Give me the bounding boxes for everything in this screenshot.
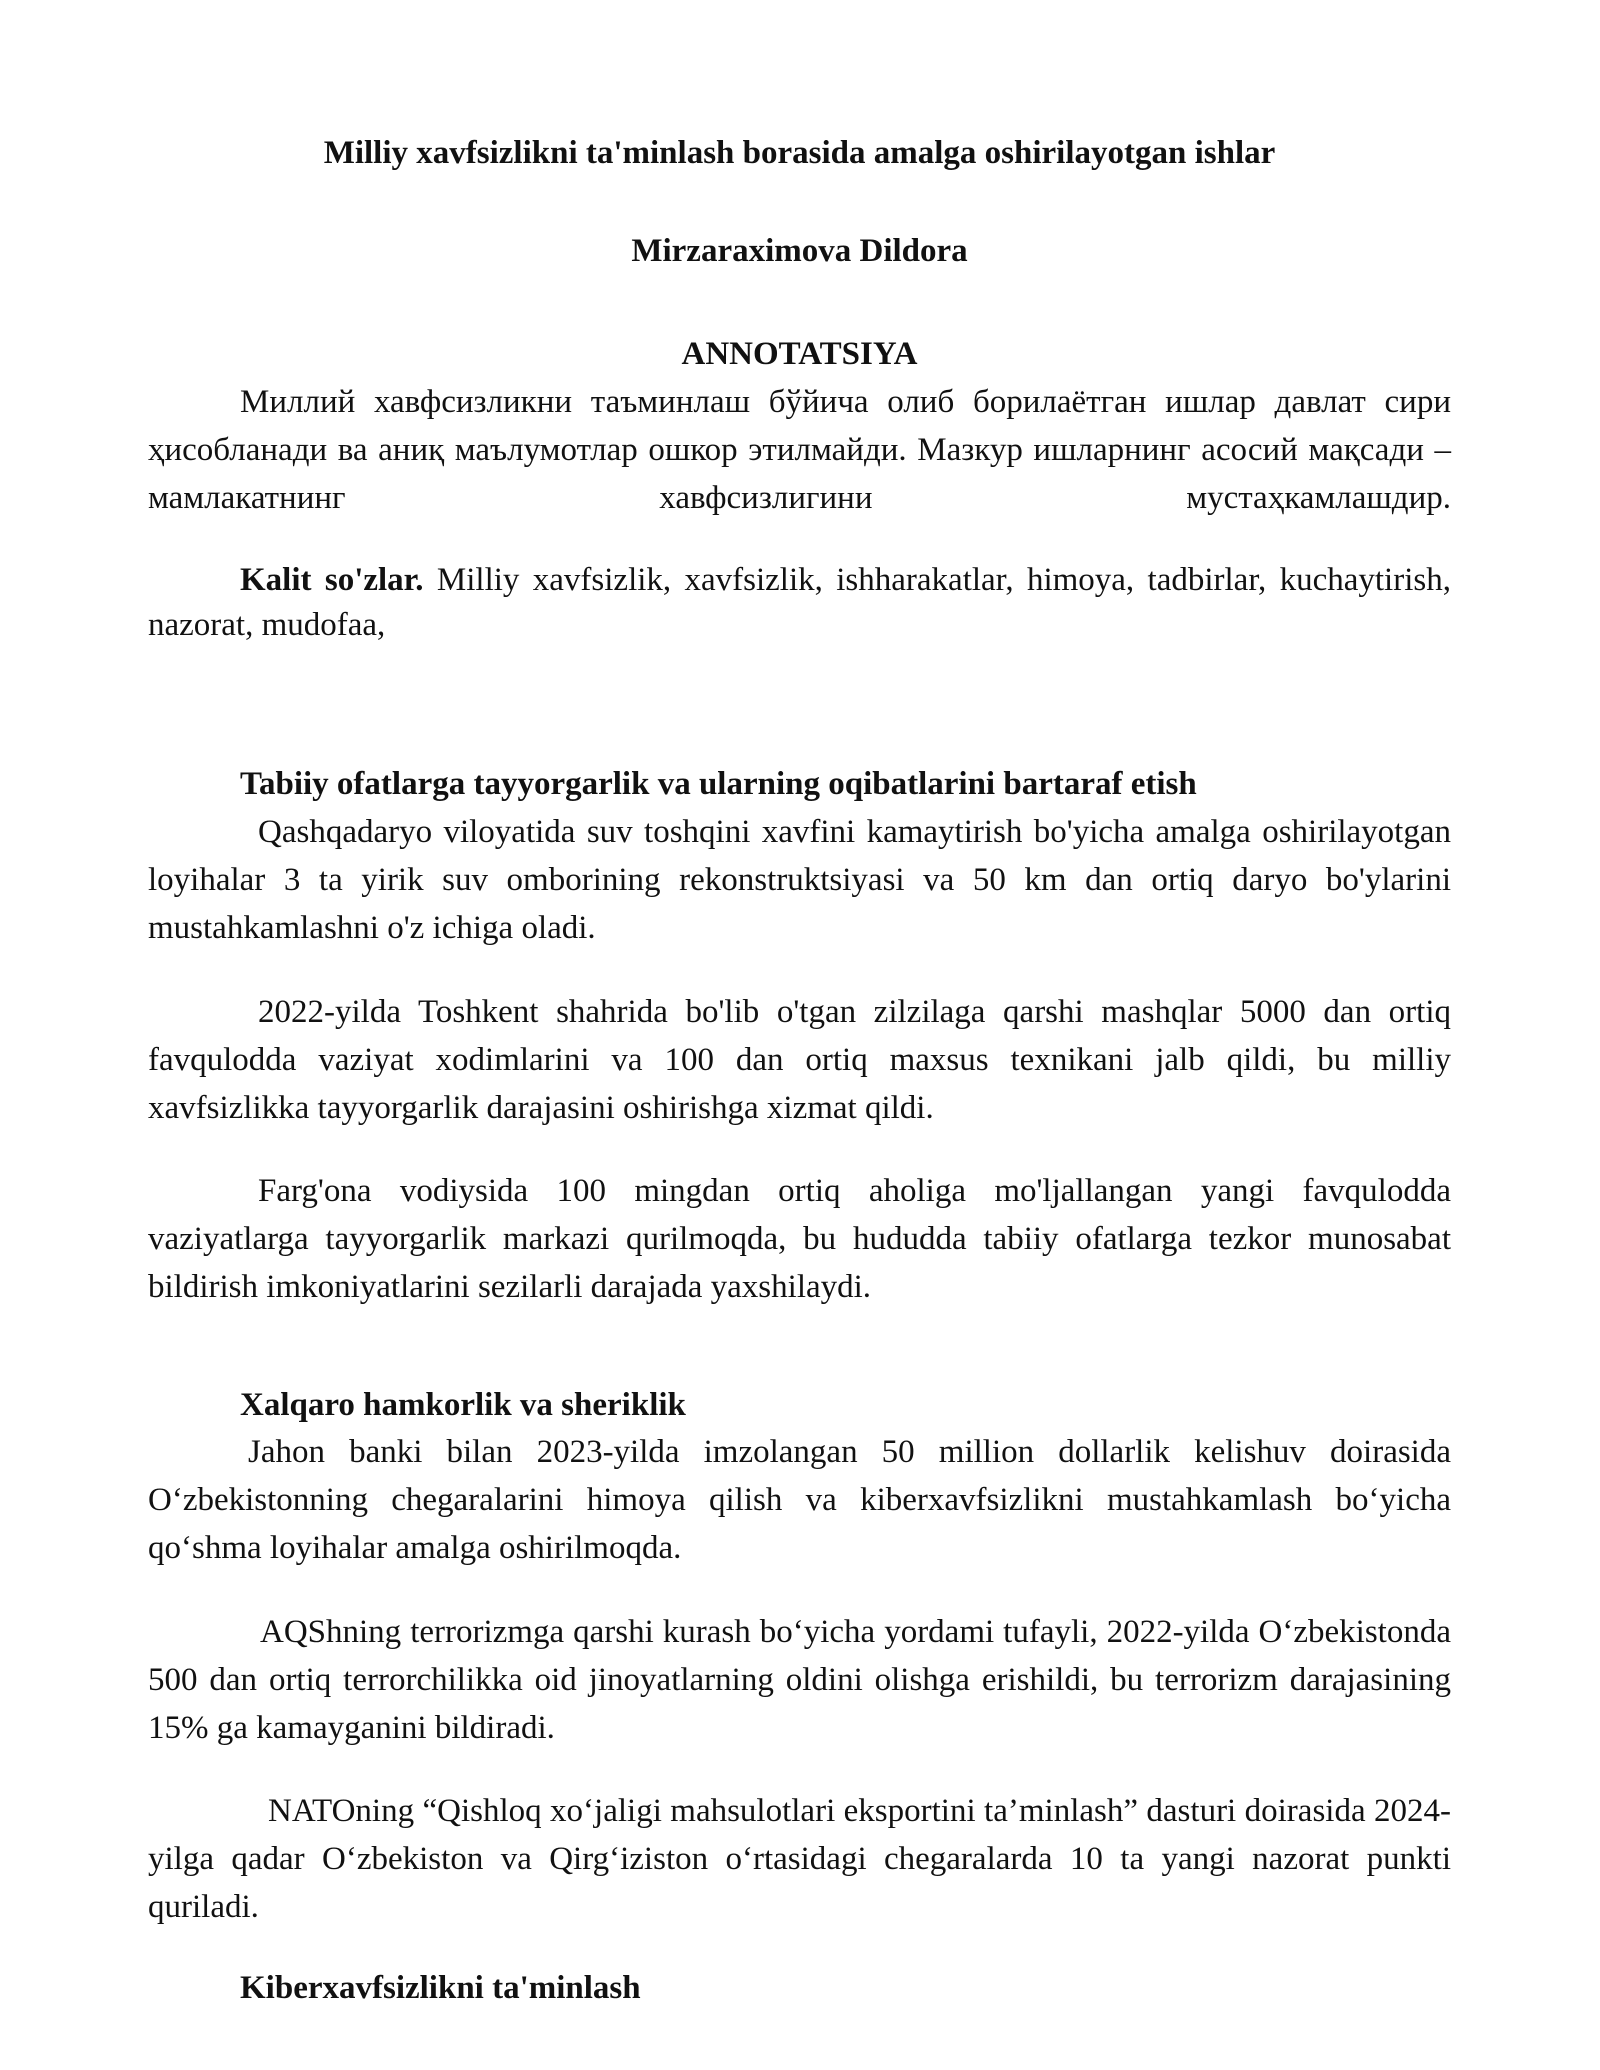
author-name: Mirzaraximova Dildora bbox=[631, 233, 968, 269]
keywords-label: Kalit so'zlar. bbox=[240, 562, 424, 598]
annotation-text: Миллий хавфсизликни таъминлаш бўйича олиб борилаётган ишлар давлат сири ҳисобланади ва аниқ маълумотлар ошкор этилмайди. Мазкур ишларнинг асосий мақсади – мамлакатнинг хавфсизлигини мустаҳкамлашдир. bbox=[148, 384, 1451, 516]
paragraph-nato-program: NATOning “Qishloq xo‘jaligi mahsulotlari eksportini ta’minlash” dasturi doirasida 2024-yilga qadar O‘zbekiston va Qirg‘iziston o‘rtasidagi chegaralarda 10 ta yangi nazorat punkti quriladi. bbox=[148, 1793, 1451, 1925]
document-title: Milliy xavfsizlikni ta'minlash borasida amalga oshirilayotgan ishlar bbox=[323, 135, 1276, 171]
keywords-text: Milliy xavfsizlik, xavfsizlik, ishharakatlar, himoya, tadbirlar, kuchaytirish, nazorat, mudofaa, bbox=[148, 562, 1451, 643]
section-heading-cybersecurity: Kiberxavfsizlikni ta'minlash bbox=[240, 1970, 641, 2006]
paragraph-world-bank: Jahon banki bilan 2023-yilda imzolangan 50 million dollarlik kelishuv doirasida O‘zbekistonning chegaralarini himoya qilish va kiberxavfsizlikni mustahkamlash bo‘yicha qo‘shma loyihalar amalga oshirilmoqda. bbox=[148, 1434, 1451, 1566]
annotation-paragraph bbox=[148, 378, 1451, 522]
section-heading-international-cooperation: Xalqaro hamkorlik va sheriklik bbox=[240, 1387, 686, 1423]
paragraph-qashqadaryo: Qashqadaryo viloyatida suv toshqini xavfini kamaytirish bo'yicha amalga oshirilayotgan loyihalar 3 ta yirik suv omborining rekonstruktsiyasi va 50 km dan ortiq daryo bo'ylarini mustahkamlashni o'z ichiga oladi. bbox=[148, 814, 1451, 946]
paragraph-fargona-center: Farg'ona vodiysida 100 mingdan ortiq aholiga mo'ljallangan yangi favqulodda vaziyatlarga tayyorgarlik markazi qurilmoqda, bu hududda tabiiy ofatlarga tezkor munosabat bildirish imkoniyatlarini sezilarli darajada yaxshilaydi. bbox=[148, 1173, 1451, 1305]
paragraph-toshkent-drills: 2022-yilda Toshkent shahrida bo'lib o'tgan zilzilaga qarshi mashqlar 5000 dan ortiq favqulodda vaziyat xodimlarini va 100 dan ortiq maxsus texnikani jalb qildi, bu milliy xavfsizlikka tayyorgarlik darajasini oshirishga xizmat qildi. bbox=[148, 994, 1451, 1126]
annotation-heading: ANNOTATSIYA bbox=[681, 336, 918, 372]
section-heading-natural-disasters: Tabiiy ofatlarga tayyorgarlik va ularning oqibatlarini bartaraf etish bbox=[240, 766, 1197, 802]
paragraph-usa-terrorism: AQShning terrorizmga qarshi kurash bo‘yicha yordami tufayli, 2022-yilda O‘zbekistonda 500 dan ortiq terrorchilikka oid jinoyatlarning oldini olishga erishildi, bu terrorizm darajasining 15% ga kamayganini bildiradi. bbox=[148, 1614, 1451, 1746]
keywords-paragraph bbox=[148, 558, 1451, 648]
